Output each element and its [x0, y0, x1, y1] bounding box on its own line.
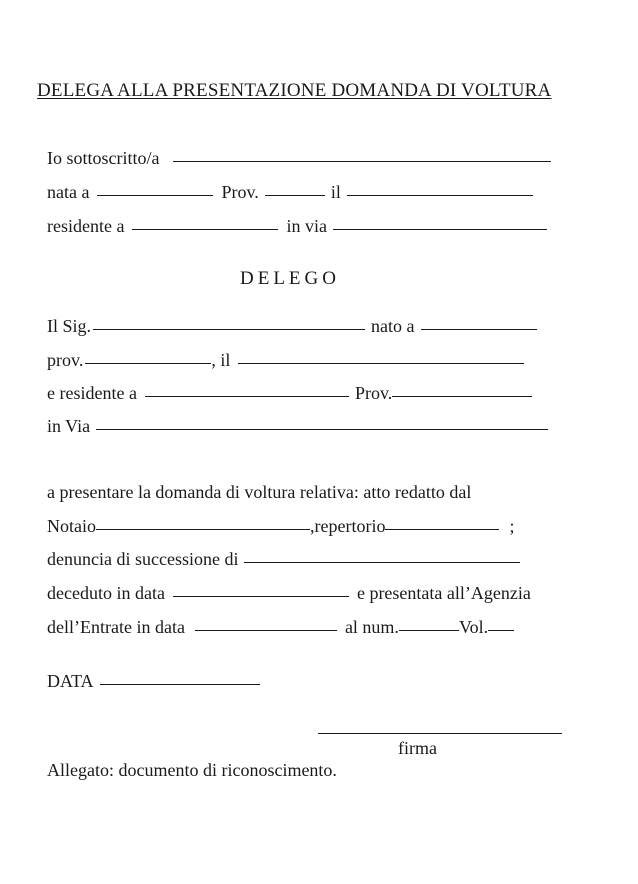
blank-residente-a[interactable] [132, 228, 278, 230]
line-notaio [47, 516, 514, 537]
label-il-1: il [330, 182, 341, 202]
signature-line[interactable] [318, 733, 562, 734]
line-residenza [47, 216, 547, 237]
blank-data[interactable] [100, 683, 260, 685]
label-prov-2: prov. [47, 350, 84, 370]
label-notaio: Notaio [47, 516, 96, 536]
blank-in-via-1[interactable] [333, 228, 547, 230]
form-title: DELEGA ALLA PRESENTAZIONE DOMANDA DI VOLTURA [37, 80, 552, 101]
blank-al-num[interactable] [399, 629, 459, 631]
line-presentare [47, 482, 471, 503]
line-prov-il [47, 350, 524, 371]
label-al-num: al num. [344, 617, 399, 637]
label-residente-a: residente a [47, 216, 125, 236]
line-sig [47, 316, 537, 337]
blank-prov-3[interactable] [392, 395, 532, 397]
label-presentata: e presentata all’Agenzia [356, 583, 531, 603]
blank-denuncia[interactable] [244, 561, 520, 563]
text-allegato: Allegato: documento di riconoscimento. [47, 760, 337, 780]
line-deceduto [47, 583, 531, 604]
line-entrate [47, 617, 514, 638]
blank-vol[interactable] [488, 629, 514, 631]
line-in-via-2 [47, 416, 548, 437]
blank-notaio[interactable] [96, 528, 310, 530]
delego-heading: DELEGO [240, 268, 340, 289]
line-denuncia [47, 549, 520, 570]
label-deceduto: deceduto in data [47, 583, 165, 603]
label-denuncia: denuncia di successione di [47, 549, 239, 569]
label-semicolon: ; [509, 516, 515, 536]
label-entrate: dell’Entrate in data [47, 617, 185, 637]
blank-e-residente-a[interactable] [145, 395, 349, 397]
label-sottoscritto: Io sottoscritto/a [47, 148, 160, 168]
blank-prov-2[interactable] [85, 362, 211, 364]
label-in-via-2: in Via [47, 416, 91, 436]
label-vol: Vol. [458, 617, 489, 637]
label-nato-a: nato a [371, 316, 415, 336]
blank-entrate[interactable] [195, 629, 337, 631]
blank-il-2[interactable] [238, 362, 524, 364]
blank-nato-a[interactable] [421, 328, 537, 330]
label-nata-a: nata a [47, 182, 90, 202]
label-firma: firma [398, 738, 437, 758]
label-repertorio: ,repertorio [310, 516, 386, 536]
blank-prov-1[interactable] [265, 194, 325, 196]
line-data [47, 671, 260, 692]
label-e-residente-a: e residente a [47, 383, 137, 403]
line-allegato [47, 760, 337, 781]
label-in-via-1: in via [286, 216, 327, 236]
label-il-sig: Il Sig. [47, 316, 92, 336]
line-sottoscritto [47, 148, 551, 169]
blank-deceduto[interactable] [173, 595, 349, 597]
line-e-residente [47, 383, 532, 404]
blank-il-sig[interactable] [93, 328, 365, 330]
blank-repertorio[interactable] [385, 528, 499, 530]
blank-in-via-2[interactable] [96, 428, 548, 430]
label-prov-1: Prov. [221, 182, 259, 202]
blank-nata-a[interactable] [97, 194, 213, 196]
label-data: DATA [47, 671, 94, 691]
blank-il-1[interactable] [347, 194, 533, 196]
text-presentare: a presentare la domanda di voltura relativa: atto redatto dal [47, 482, 472, 502]
label-prov-3: Prov. [354, 383, 393, 403]
blank-sottoscritto[interactable] [173, 160, 551, 162]
label-il-2: , il [211, 350, 231, 370]
line-nascita [47, 182, 533, 203]
